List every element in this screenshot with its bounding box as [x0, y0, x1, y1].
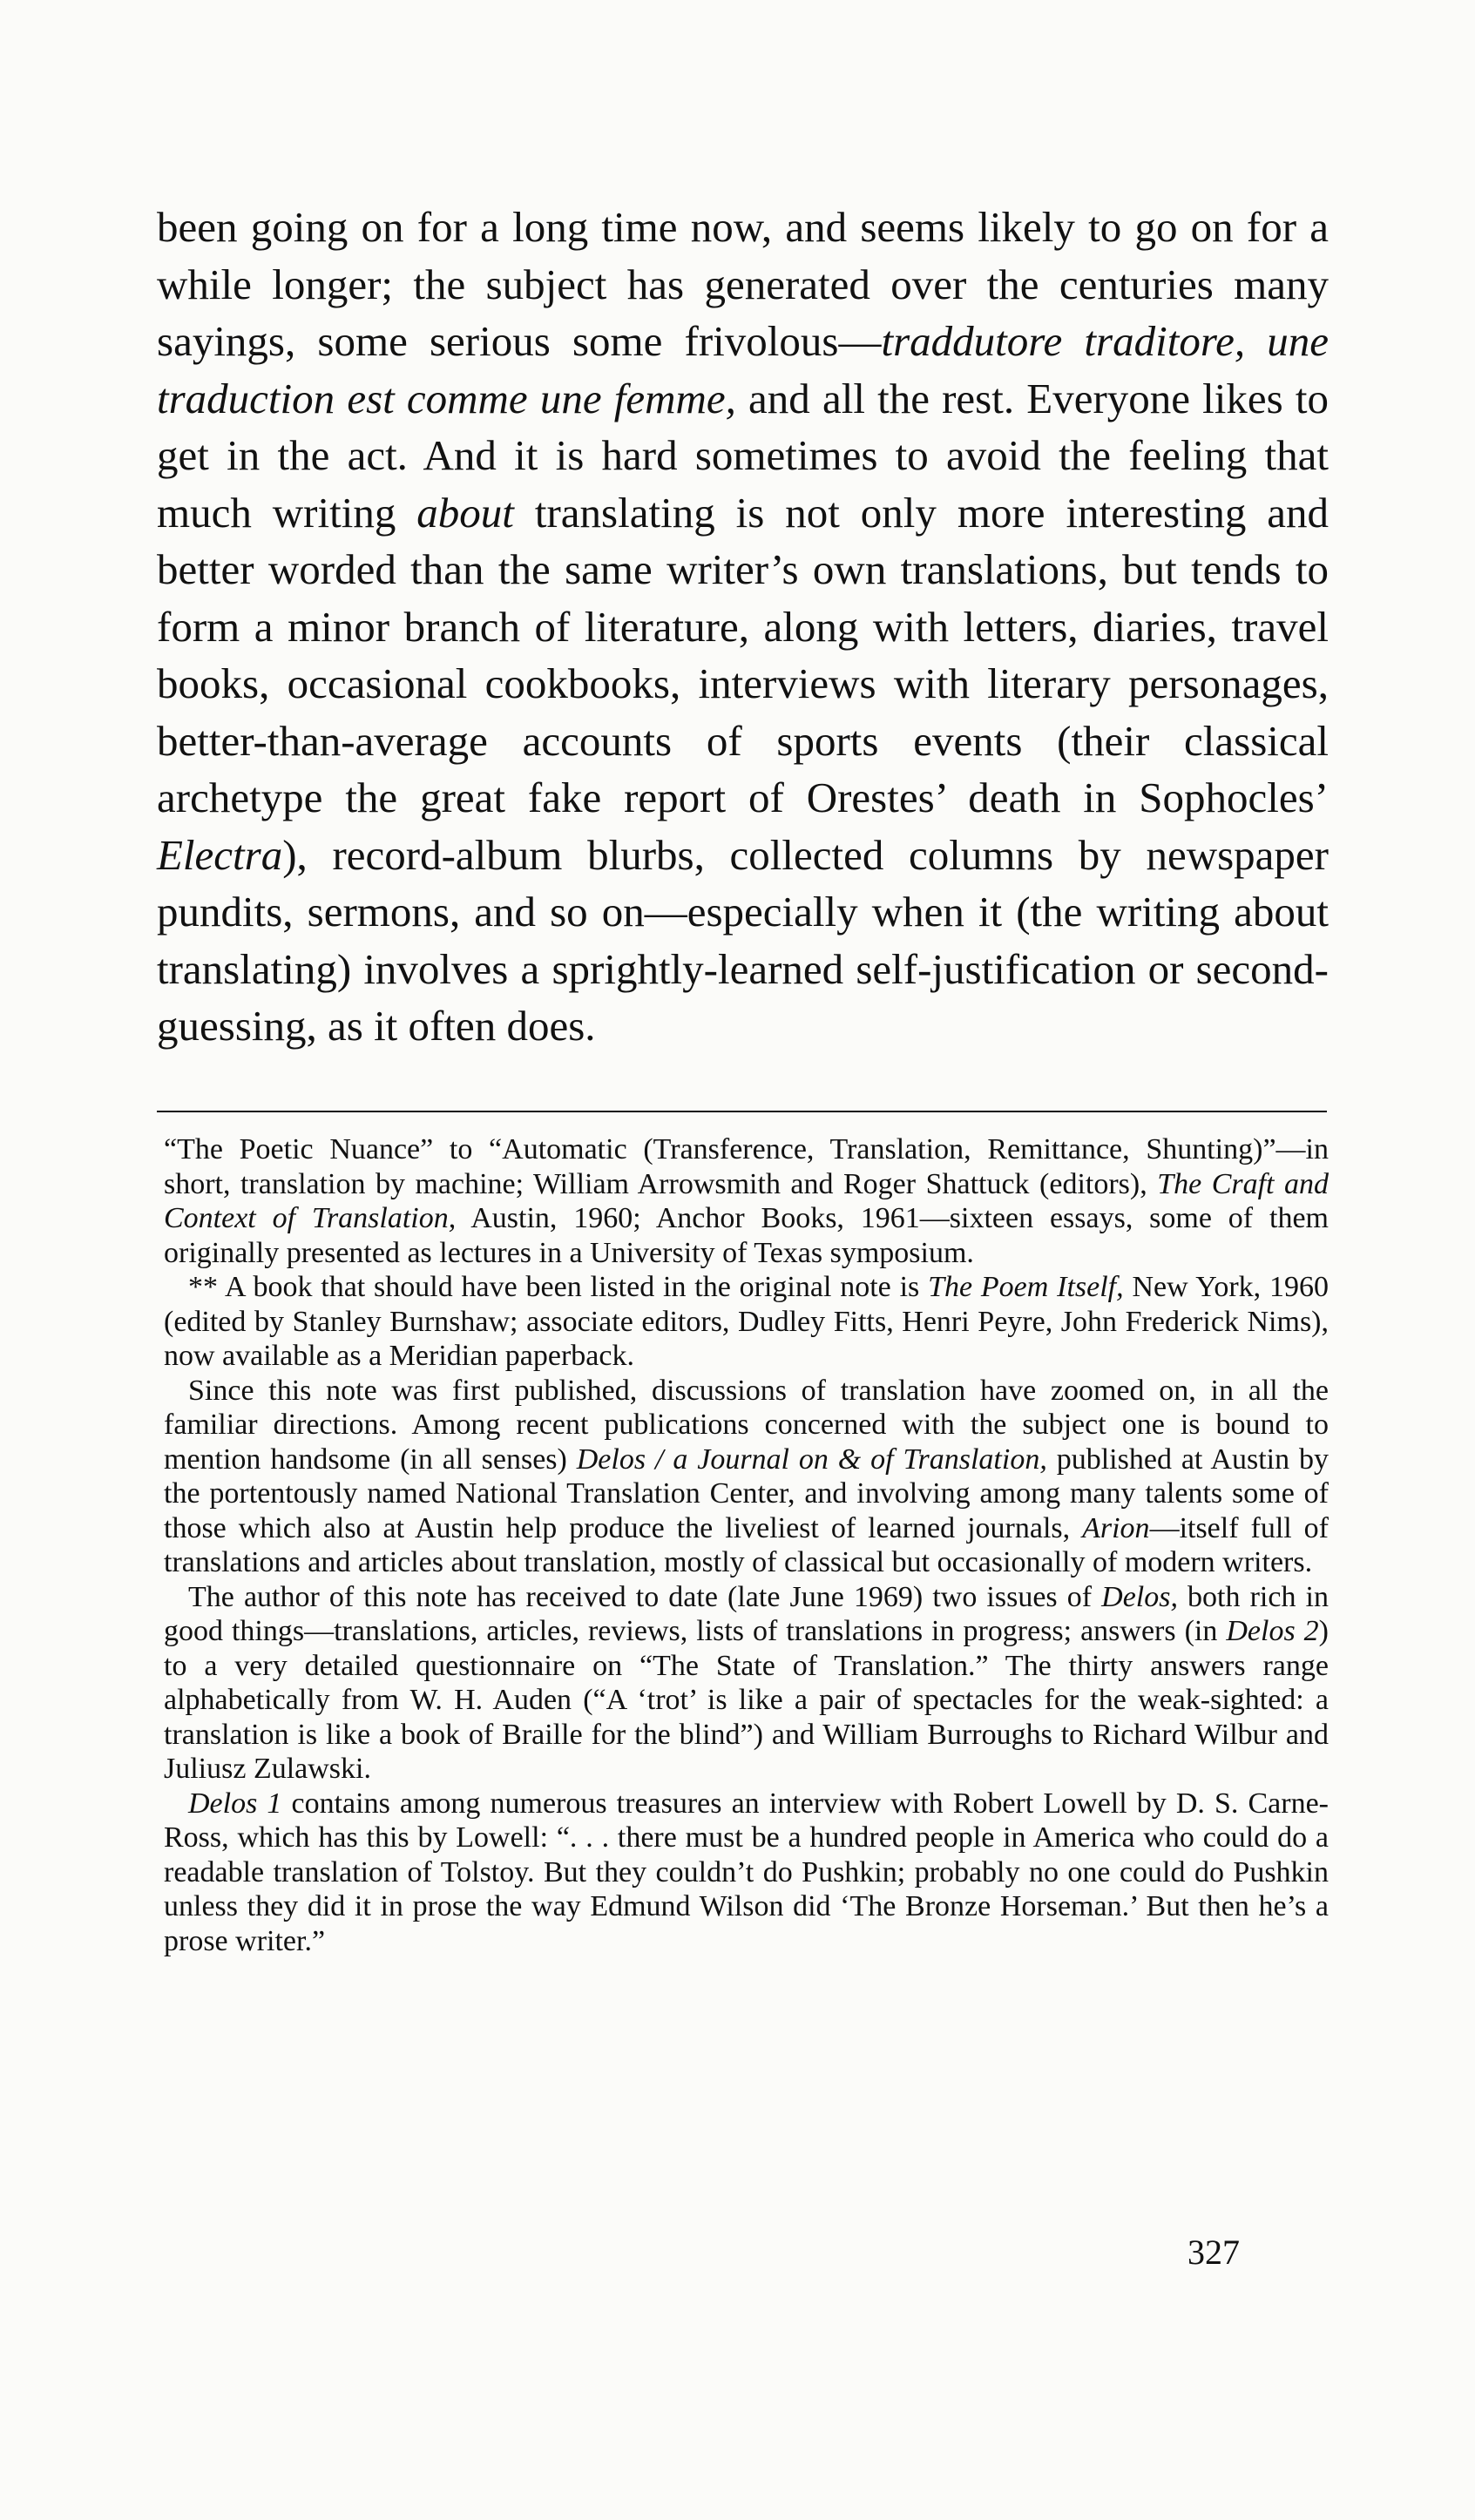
text-segment: and all the rest. Everyone likes to get in the act. And it is hard sometimes to avoid the feeling that much writing — [157, 374, 1329, 537]
italic-phrase: Delos / a Journal on & of Translation, — [576, 1442, 1047, 1476]
text-segment: Since this note was first published, discussions of translation have zoomed on, in all the familiar directions. Among recent publications concerned with the subject one is bound to mention handsome (in all senses) — [164, 1374, 1329, 1476]
text-segment: translating is not only more interesting and better worded than the same writer’s own translations, but tends to form a minor branch of literature, along with letters, diaries, travel books, occasional cookbooks, interviews with literary personages, better-than-average accounts of sports events (their classical archetype the great fake report of Orestes’ death in Sophocles’ — [157, 488, 1329, 821]
footnote-paragraph — [164, 1374, 1329, 1580]
text-segment: contains among numerous treasures an interview with Robert Lowell by D. S. Carne-Ross, which has this by Lowell: “. . . there must be a hundred people in America who could do a readable translation of Tolstoy. But they couldn’t do Pushkin; probably no one could do Pushkin unless they did it in prose the way Edmund Wilson did ‘The Bronze Horseman.’ But then he’s a prose writer.” — [164, 1787, 1329, 1957]
text-segment: both rich in good things—translations, articles, reviews, lists of translations in progress; answers (in — [164, 1580, 1329, 1647]
italic-phrase: The Craft and Context of Translation, — [164, 1167, 1329, 1234]
text-segment: Austin, 1960; Anchor Books, 1961—sixteen essays, some of them originally presented as lectures in a University of Texas symposium. — [164, 1202, 1329, 1269]
text-segment: ** A book that should have been listed in the original note is — [188, 1271, 929, 1303]
text-segment: published at Austin by the portentously named National Translation Center, and involving among many talents some of those which also at Austin help produce the liveliest of learned journals, — [164, 1442, 1329, 1544]
text-segment: ) to a very detailed questionnaire on “The State of Translation.” The thirty answers range alphabetically from W. H. Auden (“A ‘trot’ is like a pair of spectacles for the weak-sighted: a translation is like a book of Braille for the blind”) and William Burroughs to Richard Wilbur and Juliusz Zulawski. — [164, 1615, 1329, 1785]
italic-phrase: Delos 2 — [1226, 1615, 1319, 1647]
footnotes — [164, 1132, 1329, 1958]
main-paragraph — [157, 199, 1329, 1055]
text-segment: The author of this note has received to date (late June 1969) two issues of — [188, 1580, 1102, 1613]
text-segment: been going on for a long time now, and seems likely to go on for a while longer; the subject has generated over the centuries many sayings, some serious some frivolous— — [157, 203, 1329, 365]
page-number: 327 — [1187, 2233, 1240, 2272]
italic-phrase: about — [416, 488, 514, 537]
italic-phrase: Arion — [1082, 1511, 1150, 1544]
footnote-paragraph — [164, 1132, 1329, 1270]
italic-phrase: Delos 1 — [188, 1787, 282, 1820]
footnote-paragraph — [164, 1787, 1329, 1959]
italic-phrase: traddutore traditore, une traduction est comme une femme, — [157, 317, 1329, 422]
footnote-paragraph — [164, 1270, 1329, 1374]
italic-phrase: The Poem Itself, — [928, 1271, 1124, 1303]
italic-phrase: Electra — [157, 830, 283, 879]
text-segment: —itself full of translations and articles about translation, mostly of classical but occasionally of modern writers. — [164, 1511, 1330, 1578]
text-segment: ), record-album blurbs, collected columns by newspaper pundits, sermons, and so on—especially when it (the writing about translating) involves a sprightly-learned self-justification or second-guessing, as it often does. — [157, 830, 1329, 1050]
text-segment: New York, 1960 (edited by Stanley Burnshaw; associate editors, Dudley Fitts, Henri Peyre, John Frederick Nims), now available as a Meridian paperback. — [164, 1271, 1330, 1372]
footnote-paragraph — [164, 1580, 1329, 1787]
italic-phrase: Delos, — [1101, 1580, 1178, 1613]
text-segment: “The Poetic Nuance” to “Automatic (Transference, Translation, Remittance, Shunting)”—in short, translation by machine; William Arrowsmith and Roger Shattuck (editors), — [164, 1133, 1329, 1200]
footnote-divider — [157, 1111, 1327, 1112]
